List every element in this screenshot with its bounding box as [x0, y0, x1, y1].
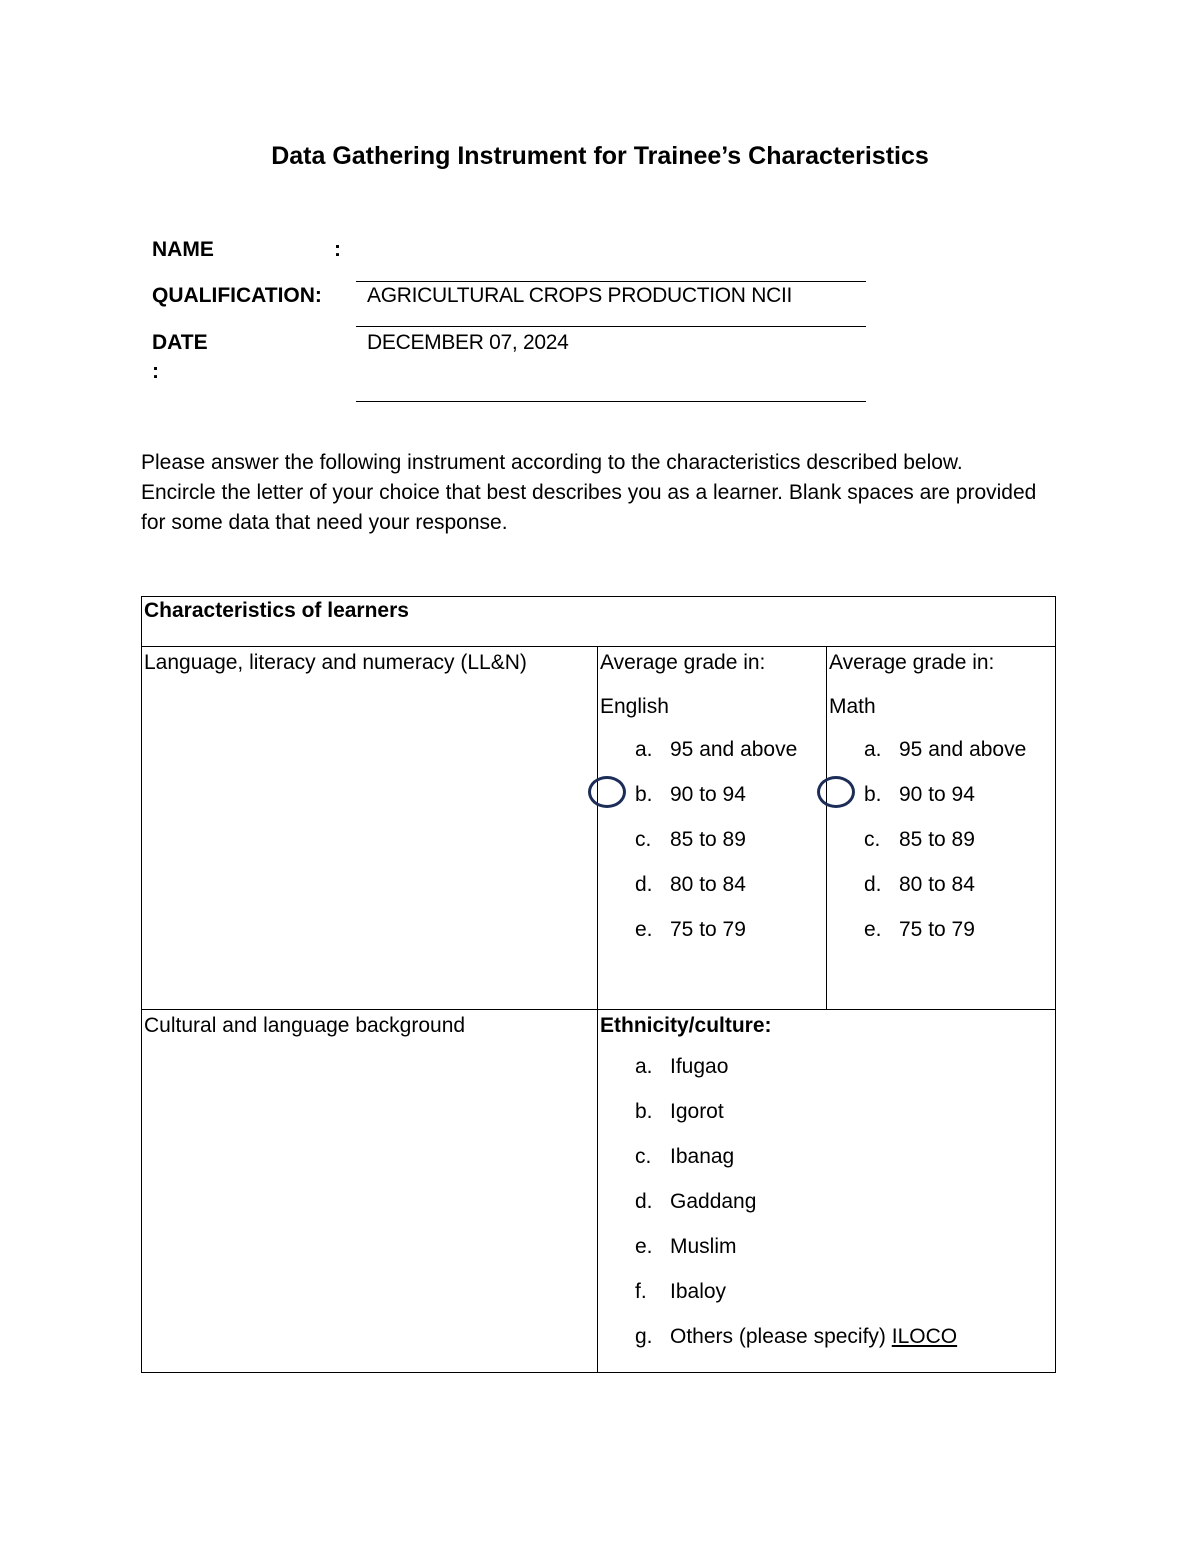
option-letter: a. [635, 738, 653, 761]
ethnicity-options [600, 1044, 1055, 1359]
option-text [670, 1314, 957, 1359]
english-option-d[interactable] [600, 862, 826, 907]
option-letter: d. [864, 873, 882, 896]
option-letter: b. [864, 783, 882, 806]
option-text: Ifugao [670, 1055, 729, 1078]
math-option-d[interactable] [829, 862, 1055, 907]
option-text: Ibaloy [670, 1280, 727, 1303]
option-text: 95 and above [899, 738, 1027, 761]
option-text: Muslim [670, 1235, 737, 1258]
ethnicity-option-g[interactable] [600, 1314, 1055, 1359]
option-text: Ibanag [670, 1145, 735, 1168]
math-subject: Math [829, 695, 876, 718]
english-option-e[interactable] [600, 907, 826, 952]
math-grade-cell [827, 647, 1056, 1010]
option-text: 85 to 89 [670, 828, 746, 851]
option-text: Igorot [670, 1100, 724, 1123]
option-text: 80 to 84 [670, 873, 746, 896]
others-answer[interactable]: ILOCO [891, 1325, 958, 1348]
ethnicity-option-a[interactable] [600, 1044, 1055, 1089]
math-option-c[interactable] [829, 817, 1055, 862]
math-heading: Average grade in: [829, 651, 995, 674]
instructions-paragraph: Please answer the following instrument according to the characteristics described below. Encircle the letter of your choice that best describes you as a learner. Blank spaces are provided for some data that need your response. [141, 451, 1037, 534]
english-option-b[interactable] [600, 772, 826, 817]
option-text: 80 to 84 [899, 873, 975, 896]
math-options [829, 727, 1055, 952]
ethnicity-option-d[interactable] [600, 1179, 1055, 1224]
lln-label: Language, literacy and numeracy (LL&N) [144, 651, 527, 674]
english-options [600, 727, 826, 952]
option-text: 75 to 79 [670, 918, 746, 941]
lln-label-cell [142, 647, 598, 1010]
option-letter: c. [864, 828, 881, 851]
date-colon: : [152, 360, 159, 383]
name-colon: : [334, 238, 341, 261]
qualification-value[interactable]: AGRICULTURAL CROPS PRODUCTION NCII [367, 284, 793, 307]
english-heading: Average grade in: [600, 651, 766, 674]
english-grade-cell [598, 647, 827, 1010]
math-option-a[interactable] [829, 727, 1055, 772]
option-text: 90 to 94 [670, 783, 746, 806]
encircle-mark [817, 776, 855, 808]
option-letter: e. [864, 918, 882, 941]
option-letter: d. [635, 1190, 653, 1213]
math-option-e[interactable] [829, 907, 1055, 952]
others-label: Others (please specify) [670, 1325, 886, 1348]
ethnicity-option-c[interactable] [600, 1134, 1055, 1179]
date-value[interactable]: DECEMBER 07, 2024 [367, 331, 569, 354]
name-field-line[interactable] [356, 281, 866, 282]
table-header: Characteristics of learners [142, 597, 1056, 647]
option-text: 75 to 79 [899, 918, 975, 941]
option-text: 95 and above [670, 738, 798, 761]
culture-label-cell [142, 1010, 598, 1373]
qualification-field-line [356, 326, 866, 327]
ethnicity-option-f[interactable] [600, 1269, 1055, 1314]
date-field-line [356, 401, 866, 402]
option-letter: b. [635, 1100, 653, 1123]
ethnicity-option-e[interactable] [600, 1224, 1055, 1269]
option-letter: e. [635, 918, 653, 941]
date-label: DATE [152, 331, 208, 354]
option-letter: c. [635, 828, 652, 851]
option-text: 85 to 89 [899, 828, 975, 851]
option-letter: f. [635, 1280, 647, 1303]
option-letter: b. [635, 783, 653, 806]
option-letter: a. [864, 738, 882, 761]
option-letter: g. [635, 1325, 653, 1348]
ethnicity-heading: Ethnicity/culture: [600, 1014, 772, 1037]
page-title: Data Gathering Instrument for Trainee’s Characteristics [271, 142, 929, 170]
ethnicity-option-b[interactable] [600, 1089, 1055, 1134]
option-text: 90 to 94 [899, 783, 975, 806]
english-option-a[interactable] [600, 727, 826, 772]
option-letter: e. [635, 1235, 653, 1258]
english-subject: English [600, 695, 669, 718]
qualification-label: QUALIFICATION: [152, 284, 322, 307]
encircle-mark [588, 776, 626, 808]
option-letter: a. [635, 1055, 653, 1078]
ethnicity-cell [598, 1010, 1056, 1373]
name-label: NAME [152, 238, 214, 261]
characteristics-table [141, 596, 1056, 1373]
option-letter: d. [635, 873, 653, 896]
english-option-c[interactable] [600, 817, 826, 862]
option-letter: c. [635, 1145, 652, 1168]
culture-label: Cultural and language background [144, 1014, 466, 1037]
option-text: Gaddang [670, 1190, 757, 1213]
math-option-b[interactable] [829, 772, 1055, 817]
